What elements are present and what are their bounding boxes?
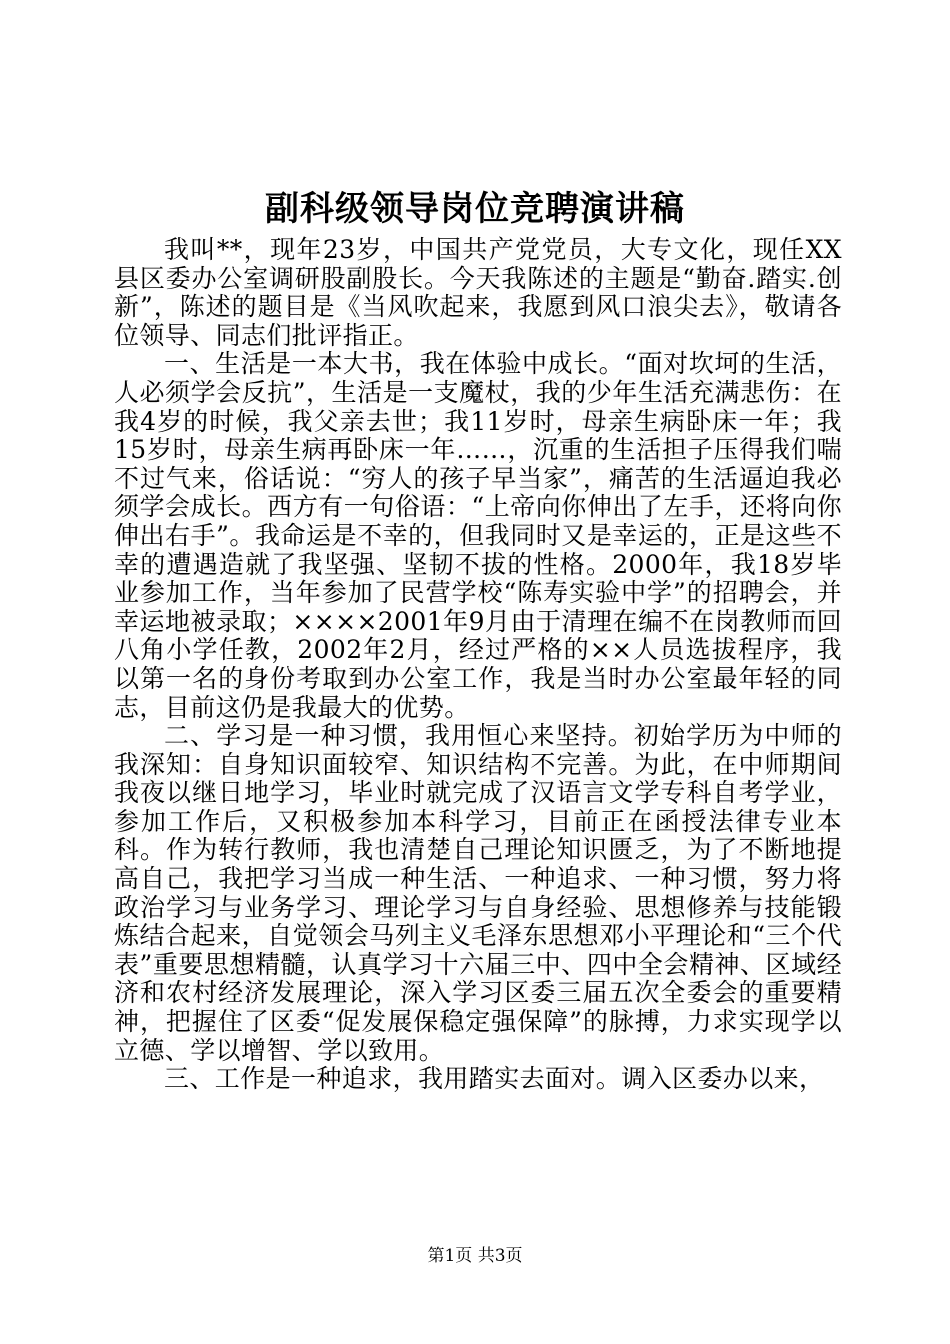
paragraph-study: 二、学习是一种习惯，我用恒心来坚持。初始学历为中师的我深知：自身知识面较窄、知识结构不完善。为此，在中师期间我夜以继日地学习，毕业时就完成了汉语言文学专科自考学业，参加工作后，又积极参加本科学习，目前正在函授法律专业本科。作为转行教师，我也清楚自己理论知识匮乏，为了不断地提高自己，我把学习当成一种生活、一种追求、一种习惯，努力将政治学习与业务学习、理论学习与自身经验、思想修养与技能锻炼结合起来，自觉领会马列主义毛泽东思想邓小平理论和“三个代表”重要思想精髓，认真学习十六届三中、四中全会精神、区域经济和农村经济发展理论，深入学习区委三届五次全委会的重要精神，把握住了区委“促发展保稳定强保障”的脉搏，力求实现学以立德、学以增智、学以致用。: [114, 721, 842, 1065]
document-title: 副科级领导岗位竞聘演讲稿: [265, 189, 685, 229]
document-body: [114, 236, 842, 1094]
paragraph-intro: 我叫**，现年23岁，中国共产党党员，大专文化，现任XX县区委办公室调研股副股长。今天我陈述的主题是“勤奋.踏实.创新”，陈述的题目是《当风吹起来，我愿到风口浪尖去》，敬请各位领导、同志们批评指正。: [114, 235, 842, 350]
page-footer: 第1页 共3页: [427, 1246, 523, 1266]
paragraph-life: 一、生活是一本大书，我在体验中成长。“面对坎坷的生活，人必须学会反抗”，生活是一支魔杖，我的少年生活充满悲伤：在我4岁的时候，我父亲去世；我11岁时，母亲生病卧床一年；我15岁时，母亲生病再卧床一年……，沉重的生活担子压得我们喘不过气来，俗话说：“穷人的孩子早当家”，痛苦的生活逼迫我必须学会成长。西方有一句俗语：“上帝向你伸出了左手，还将向你伸出右手”。我命运是不幸的，但我同时又是幸运的，正是这些不幸的遭遇造就了我坚强、坚韧不拔的性格。2000年，我18岁毕业参加工作，当年参加了民营学校“陈寿实验中学”的招聘会，并幸运地被录取；××××2001年9月由于清理在编不在岗教师而回八角小学任教，2002年2月，经过严格的××人员选拔程序，我以第一名的身份考取到办公室工作，我是当时办公室最年轻的同志，目前这仍是我最大的优势。: [114, 349, 842, 722]
paragraph-work: 三、工作是一种追求，我用踏实去面对。调入区委办以来，: [164, 1064, 825, 1094]
